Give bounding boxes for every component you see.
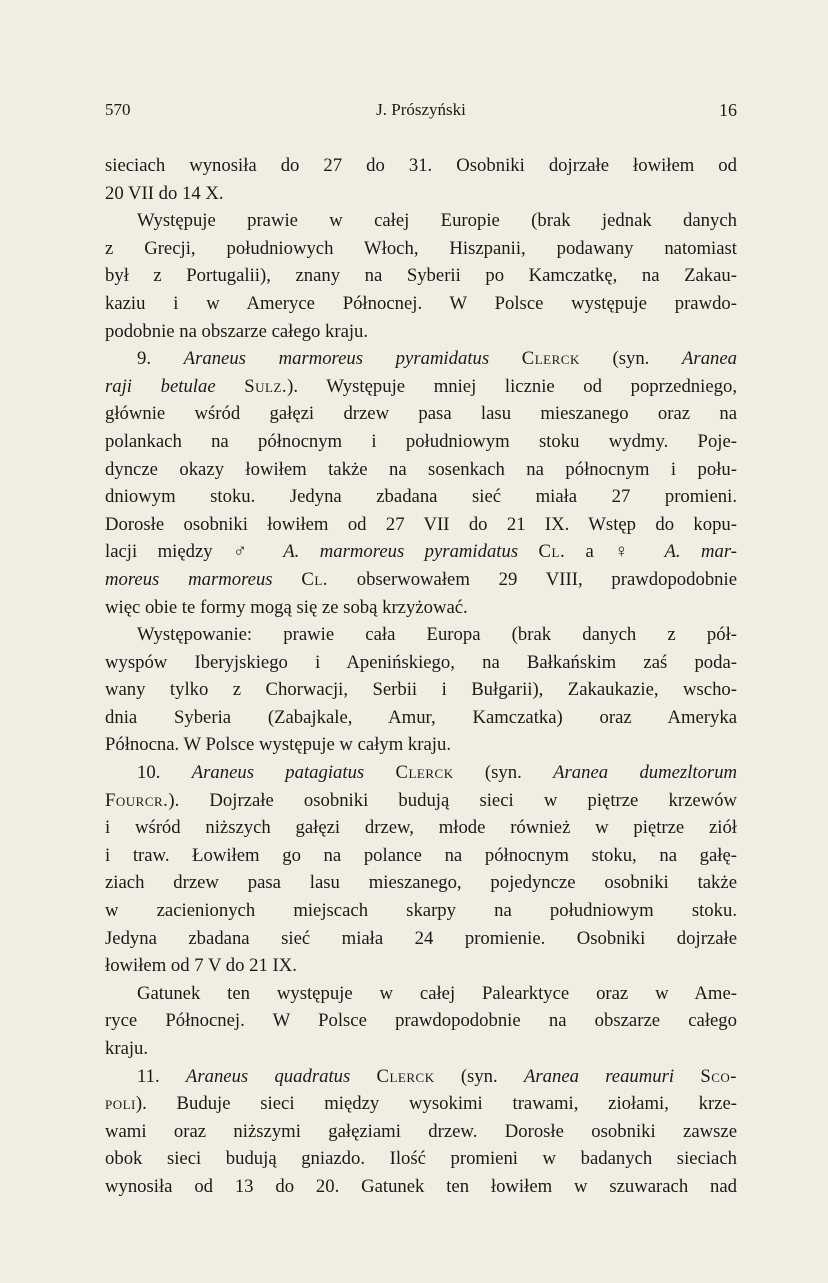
text-line: poli). Buduje sieci między wysokimi trawami, ziołami, krze- (105, 1093, 737, 1115)
text-line: wyspów Iberyjskiego i Apenińskiego, na Bałkańskim zaś poda- (105, 651, 737, 673)
author-name: Sulz. (244, 375, 288, 397)
species-heading-line: 9. Araneus marmoreus pyramidatus Clerck (syn. Aranea (137, 348, 738, 370)
text-line: wynosiła od 13 do 20. Gatunek ten łowiłem w szuwarach nad (105, 1175, 737, 1197)
page-number-left: 570 (105, 100, 131, 119)
text-line: był z Portugalii), znany na Syberii po Kamczatkę, na Zakau- (105, 265, 737, 287)
text-line: ziach drzew pasa lasu mieszanego, pojedyncze osobniki także (105, 872, 737, 894)
text-line: i traw. Łowiłem go na polance na północnym stoku, na gałę- (105, 844, 737, 866)
text-line: podobnie na obszarze całego kraju. (105, 320, 369, 342)
text-line: łowiłem od 7 V do 21 IX. (105, 955, 297, 977)
text-line: Fourcr.). Dojrzałe osobniki budują sieci w piętrze krzewów (105, 789, 737, 811)
text-line: w zacienionych miejscach skarpy na południowym stoku. (105, 900, 737, 922)
text-line: dniowym stoku. Jedyna zbadana sieć miała 27 promieni. (105, 486, 737, 508)
text-line: i wśród niższych gałęzi drzew, młode również w piętrze ziół (105, 817, 737, 839)
author-name: poli (105, 1093, 136, 1115)
body-text (105, 152, 737, 1201)
text-line: głównie wśród gałęzi drzew pasa lasu mieszanego oraz na (105, 403, 737, 425)
species-name: Araneus patagiatus (191, 762, 365, 784)
author-name: Clerck (395, 762, 454, 784)
author-name: Clerck (521, 348, 580, 370)
text-line: więc obie te formy mogą się ze sobą krzyżować. (105, 596, 468, 618)
text-line: wany tylko z Chorwacji, Serbii i Bułgarii), Zakaukazie, wscho- (105, 679, 737, 701)
text-line: ryce Północnej. W Polsce prawdopodobnie na obszarze całego (105, 1010, 737, 1032)
author-name: Fourcr. (105, 789, 169, 811)
synonym-name: raji betulae (105, 375, 216, 397)
author-name: Cl. (301, 568, 328, 590)
paragraph-start-line: Występowanie: prawie cała Europa (brak danych z pół- (137, 624, 737, 646)
text-line: kaziu i w Ameryce Północnej. W Polsce występuje prawdo- (105, 292, 737, 314)
text-line: 20 VII do 14 X. (105, 182, 224, 204)
text-line: Północna. W Polsce występuje w całym kraju. (105, 734, 452, 756)
text-line: raji betulae Sulz.). Występuje mniej licznie od poprzedniego, (105, 375, 737, 397)
text-line: lacji między ♂ A. marmoreus pyramidatus Cl. a ♀ A. mar- (105, 541, 737, 563)
text-line: Dorosłe osobniki łowiłem od 27 VII do 21 IX. Wstęp do kopu- (105, 513, 737, 535)
text-line: z Grecji, południowych Włoch, Hiszpanii, podawany natomiast (105, 237, 737, 259)
text-line: polankach na północnym i południowym stoku wydmy. Poje- (105, 430, 737, 452)
text-line: wami oraz niższymi gałęziami drzew. Dorosłe osobniki zawsze (105, 1120, 737, 1142)
author-name: Cl. (538, 541, 566, 563)
synonym-name: Aranea (682, 348, 738, 370)
author-name: Sco- (700, 1065, 738, 1087)
text-line: sieciach wynosiła do 27 do 31. Osobniki dojrzałe łowiłem od (105, 155, 737, 176)
text-line: moreus marmoreus Cl. obserwowałem 29 VIII, prawdopodobnie (105, 568, 737, 590)
text-line: obok sieci budują gniazdo. Ilość promieni w badanych sieciach (105, 1148, 737, 1170)
synonym-name: Aranea dumezltorum (553, 762, 738, 784)
synonym-name: Aranea reaumuri (523, 1065, 675, 1087)
text-line: kraju. (105, 1038, 149, 1059)
text-line: dyncze okazy łowiłem także na sosenkach na północnym i połu- (105, 458, 737, 480)
species-name: Araneus marmoreus pyramidatus (183, 348, 490, 370)
text-line: Jedyna zbadana sieć miała 24 promienie. Osobniki dojrzałe (105, 927, 737, 949)
page-number-right: 16 (719, 100, 737, 120)
author-name: Clerck (376, 1065, 435, 1087)
paragraph-start-line: Występuje prawie w całej Europie (brak jednak danych (137, 210, 737, 232)
paragraph-start-line: Gatunek ten występuje w całej Palearktyce oraz w Ame- (137, 982, 737, 1004)
text-line: dnia Syberia (Zabajkale, Amur, Kamczatka) oraz Ameryka (105, 706, 737, 728)
species-heading-line: 10. Araneus patagiatus Clerck (syn. Aranea dumezltorum (137, 762, 738, 784)
running-head: J. Prószyński (376, 100, 466, 119)
species-heading-line: 11. Araneus quadratus Clerck (syn. Aranea reaumuri Sco- (137, 1065, 738, 1087)
species-name: Araneus quadratus (185, 1065, 351, 1087)
page-header (105, 100, 737, 126)
